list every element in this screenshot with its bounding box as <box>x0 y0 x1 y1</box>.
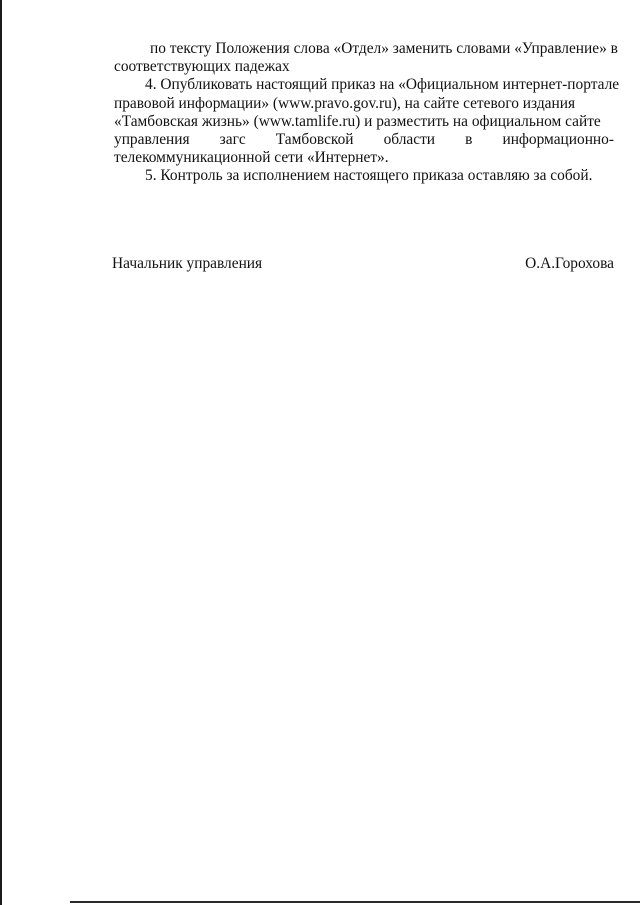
signatory-name: О.А.Горохова <box>525 255 614 272</box>
item-4-line-2-text: правовой информации» (www.pravo.gov.ru), на сайте сетевого издания <box>114 94 576 112</box>
item-4-line-5: телекоммуникационной сети «Интернет». <box>114 149 389 167</box>
signatory-position: Начальник управления <box>112 255 263 272</box>
item-4-line-4-word-6: информационно- <box>502 131 614 149</box>
paragraph-continuation-line-1: по тексту Положения слова «Отдел» заменить словами «Управление» в <box>150 40 618 57</box>
item-4-line-3: «Тамбовская жизнь» (www.tamlife.ru) и разместить на официальном сайте <box>114 112 601 130</box>
item-5-paragraph <box>114 167 614 185</box>
paragraph-continuation-line-2: соответствующих падежах <box>114 58 290 76</box>
signature-block <box>112 255 614 273</box>
item-4-line-4-word-1: управления <box>114 131 190 149</box>
item-5-line-1: 5. Контроль за исполнением настоящего приказа оставляю за собой. <box>145 167 593 185</box>
item-4-line-4 <box>114 131 614 149</box>
scan-left-edge <box>0 0 2 905</box>
item-4-line-4-word-4: области <box>383 131 436 149</box>
paragraph-continuation <box>114 40 618 76</box>
item-4-line-1: 4. Опубликовать настоящий приказ на «Официальном интернет-портале <box>145 76 620 94</box>
item-4-line-2 <box>114 95 614 113</box>
item-4-line-4-word-3: Тамбовской <box>275 131 354 149</box>
item-4-paragraph <box>114 76 620 167</box>
document-body <box>114 40 620 186</box>
item-4-line-4-word-5: в <box>465 131 473 149</box>
scan-bottom-edge <box>70 901 640 903</box>
item-4-line-4-word-2: загс <box>219 131 246 149</box>
